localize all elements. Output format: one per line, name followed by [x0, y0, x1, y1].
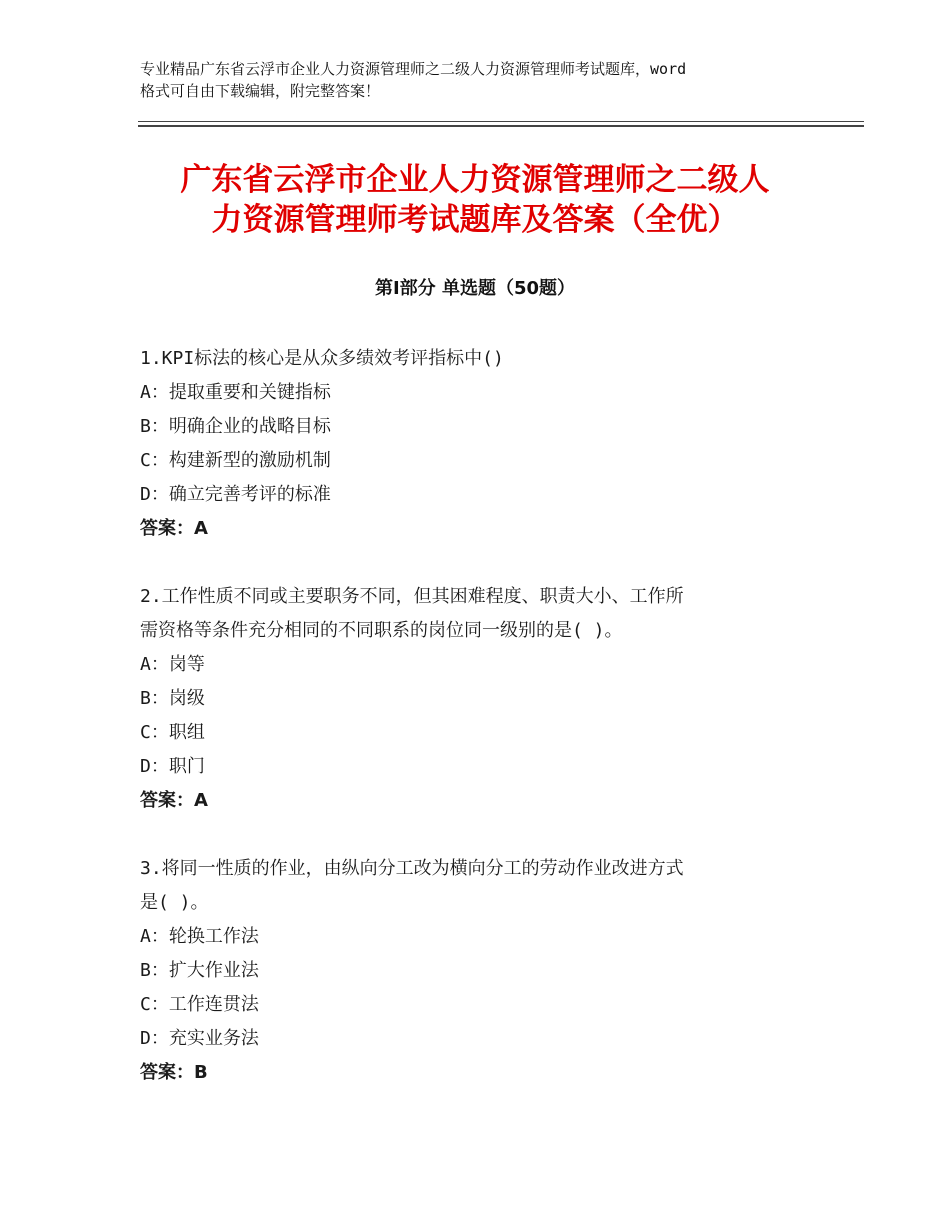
question-item [140, 342, 820, 546]
document-title-line: 力资源管理师考试题库及答案（全优） [211, 202, 739, 238]
question-option: C：工作连贯法 [140, 994, 259, 1015]
section-title: 第Ⅰ部分 单选题（50题） [374, 278, 575, 299]
question-option: A：轮换工作法 [140, 926, 259, 947]
header-divider [138, 121, 864, 127]
question-item [140, 580, 820, 818]
question-option: D：职门 [140, 756, 205, 777]
question-option: C：职组 [140, 722, 205, 743]
question-stem: 2.工作性质不同或主要职务不同，但其困难程度、职责大小、工作所 [140, 586, 684, 607]
document-title [120, 160, 830, 240]
header-note [140, 58, 830, 102]
question-stem: 需资格等条件充分相同的不同职系的岗位同一级别的是( )。 [140, 620, 623, 641]
question-stem: 是( )。 [140, 892, 209, 913]
document-title-line: 广东省云浮市企业人力资源管理师之二级人 [180, 162, 770, 198]
question-stem: 3.将同一性质的作业，由纵向分工改为横向分工的劳动作业改进方式 [140, 858, 684, 879]
question-answer: 答案：B [140, 1062, 208, 1083]
question-answer: 答案：A [140, 790, 208, 811]
question-option: B：明确企业的战略目标 [140, 416, 331, 437]
question-option: C：构建新型的激励机制 [140, 450, 331, 471]
question-item [140, 852, 820, 1090]
header-note-line: 专业精品广东省云浮市企业人力资源管理师之二级人力资源管理师考试题库，word [140, 60, 687, 78]
question-stem: 1.KPI标法的核心是从众多绩效考评指标中() [140, 348, 504, 369]
question-option: A：提取重要和关键指标 [140, 382, 331, 403]
question-option: A：岗等 [140, 654, 205, 675]
question-option: B：岗级 [140, 688, 205, 709]
header-note-line: 格式可自由下载编辑，附完整答案！ [140, 82, 381, 100]
question-option: D：充实业务法 [140, 1028, 259, 1049]
question-option: B：扩大作业法 [140, 960, 259, 981]
question-list [140, 342, 820, 1124]
question-answer: 答案：A [140, 518, 208, 539]
question-option: D：确立完善考评的标准 [140, 484, 331, 505]
